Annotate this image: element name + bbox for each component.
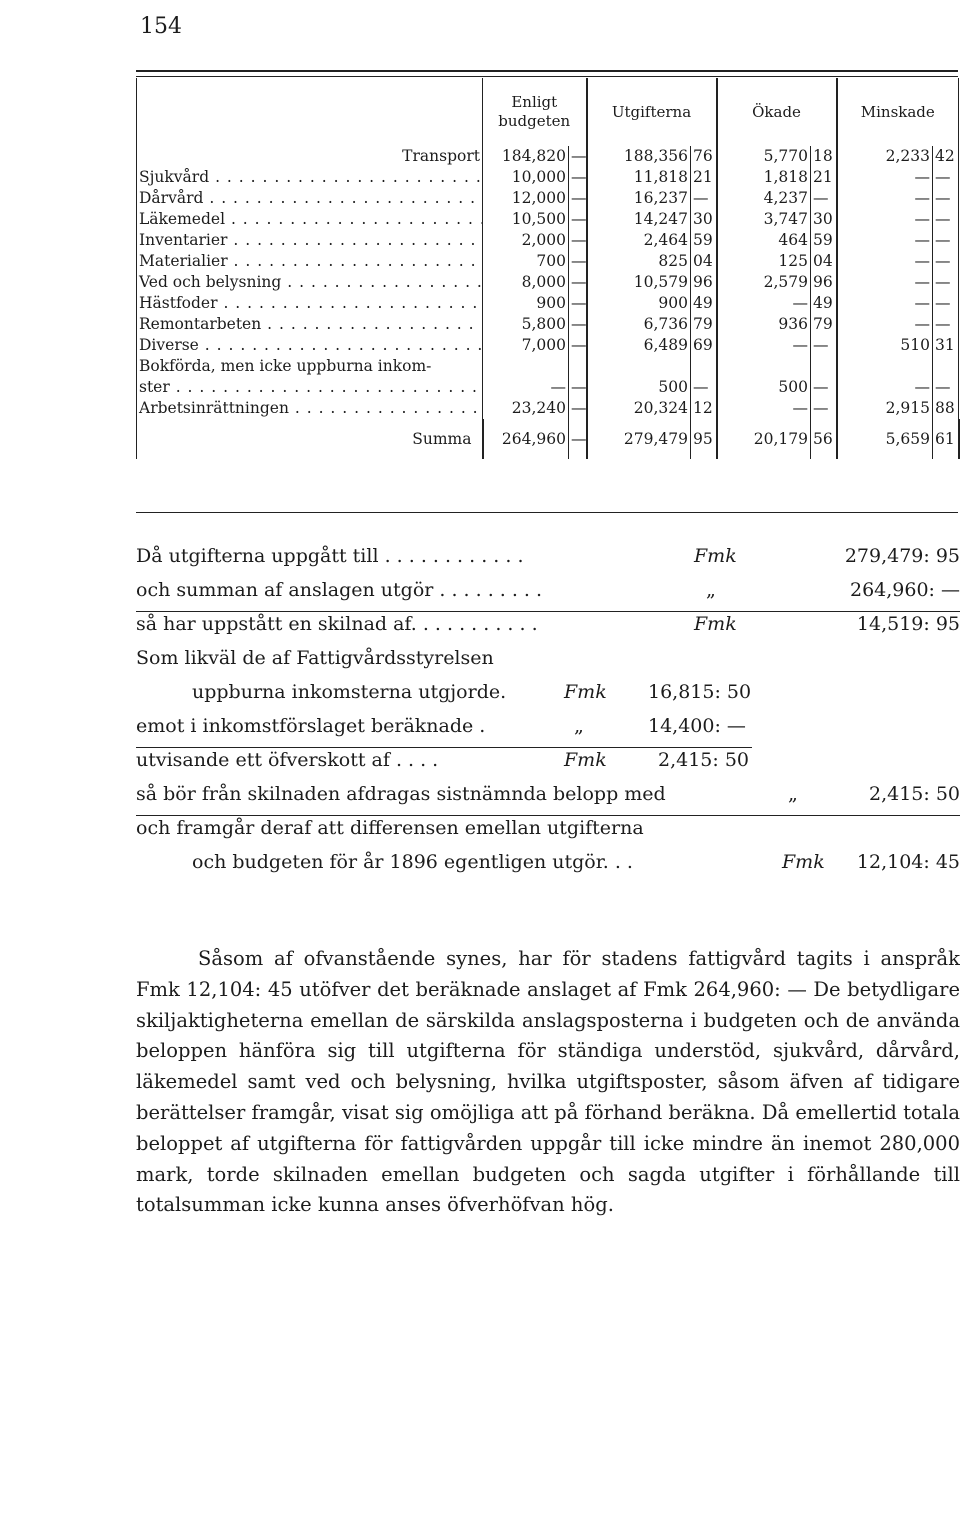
table-row	[137, 293, 959, 314]
cell-budget: 184,820	[483, 146, 569, 167]
table-row	[137, 272, 959, 293]
summary-line	[136, 783, 960, 817]
cell-ok-ore: 56	[811, 419, 837, 459]
cell-budget: 700	[483, 251, 569, 272]
cell-utg-ore: 96	[691, 272, 717, 293]
cell-utg-ore: 59	[691, 230, 717, 251]
cell-utg-ore: 79	[691, 314, 717, 335]
cell-budget: 10,500	[483, 209, 569, 230]
header-label-col	[137, 78, 483, 146]
cell-utg-ore: 95	[691, 419, 717, 459]
arbets-label-text: Arbetsinrättningen	[139, 399, 289, 417]
transport-label: Transport	[137, 146, 483, 167]
row-label	[137, 314, 483, 335]
cell-ok-ore: 04	[811, 251, 837, 272]
cell-ok-ore: 49	[811, 293, 837, 314]
cell-utg: 279,479	[587, 419, 691, 459]
row-label-text: Läkemedel	[139, 210, 226, 228]
cell-min-ore: —	[933, 230, 959, 251]
cell-budget: 264,960	[483, 419, 569, 459]
table-row	[137, 314, 959, 335]
summary-block	[136, 545, 960, 885]
cell-min: 510	[837, 335, 933, 356]
table-row	[137, 230, 959, 251]
cell-utg-ore: —	[691, 377, 717, 398]
cell-ok-ore: —	[811, 335, 837, 356]
summa-label: Summa	[137, 419, 483, 459]
row-label-text: Diverse	[139, 336, 199, 354]
summary-line	[136, 579, 960, 613]
cell-budget: 8,000	[483, 272, 569, 293]
cell-budget: 12,000	[483, 188, 569, 209]
cell-min-ore: 31	[933, 335, 959, 356]
cell-budget-ore: —	[569, 293, 587, 314]
summary-line	[136, 817, 960, 851]
cell-utg-ore: 76	[691, 146, 717, 167]
row-label-text: Materialier	[139, 252, 228, 270]
cell-ok: 3,747	[717, 209, 811, 230]
table-row-bokforda-2	[137, 377, 959, 398]
cell-min: 2,915	[837, 398, 933, 419]
summary-text: och framgår deraf att differensen emellan utgifterna	[136, 817, 644, 839]
row-label-text: Remontarbeten	[139, 315, 262, 333]
cell-min-ore: 42	[933, 146, 959, 167]
cell-budget-ore: —	[569, 209, 587, 230]
cell-ok: 500	[717, 377, 811, 398]
table-row-transport	[137, 146, 959, 167]
cell-utg-ore: —	[691, 188, 717, 209]
table-row-arbets	[137, 398, 959, 419]
cell-budget: 23,240	[483, 398, 569, 419]
summary-line	[136, 545, 960, 579]
table-row-summa	[137, 419, 959, 459]
cell-ok: 125	[717, 251, 811, 272]
bokforda-label-line1: Bokförda, men icke uppburna inkom-	[137, 356, 483, 377]
row-label-text: Sjukvård	[139, 168, 210, 186]
row-label	[137, 209, 483, 230]
cell-min: —	[837, 272, 933, 293]
cell-ok-ore: 79	[811, 314, 837, 335]
cell-budget-ore: —	[569, 146, 587, 167]
cell-budget: 5,800	[483, 314, 569, 335]
header-okade-text: Ökade	[752, 102, 801, 121]
table-bottom-rule	[136, 512, 958, 513]
header-budget-line1: Enligt	[511, 93, 558, 111]
cell-utg-ore: 69	[691, 335, 717, 356]
summary-amount: 14,400: —	[648, 715, 746, 737]
summary-unit: „	[574, 715, 584, 737]
summary-amount: 264,960: —	[849, 579, 960, 601]
table-row	[137, 335, 959, 356]
cell-utg: 2,464	[587, 230, 691, 251]
cell-budget-ore: —	[569, 335, 587, 356]
table-header	[137, 78, 959, 146]
cell-min: 2,233	[837, 146, 933, 167]
cell-min: —	[837, 251, 933, 272]
header-okade	[717, 78, 837, 146]
cell-ok-ore: —	[811, 377, 837, 398]
cell-ok-ore: —	[811, 188, 837, 209]
summary-text: utvisande ett öfverskott af . . . .	[136, 749, 439, 771]
paragraph-text: Såsom af ofvanstående synes, har för stadens fattigvård tagits i anspråk Fmk 12,104: 45 utöfver det beräknade anslaget af Fmk 264,960: — De betydligare skiljaktigheterna emellan de särskilda anslagsposterna i budgeten och de använda beloppen hänföra sig till utgifterna för ständiga understöd, sjukvård, dårvård, läkemedel samt ved och belysning, hvilka utgiftsposter, såsom äfven af tidigare berättelser framgår, visat sig omöjliga att på förhand beräkna. Då emellertid totala beloppet af utgifterna för fattigvården uppgår till icke mindre än inemot 280,000 mark, torde skilnaden emellan budgeten och sagda utgifter i förhållande till totalsumman icke kunna anses öfverhöfvan hög.	[136, 947, 960, 1217]
cell-min: —	[837, 377, 933, 398]
cell-min-ore: —	[933, 209, 959, 230]
cell-ok: —	[717, 293, 811, 314]
cell-budget-ore: —	[569, 251, 587, 272]
bokforda-label-line2: ster	[139, 378, 170, 396]
cell-utg: 16,237	[587, 188, 691, 209]
summary-line	[136, 647, 960, 681]
summary-text: och budgeten för år 1896 egentligen utgör. . .	[192, 851, 633, 873]
cell-ok: —	[717, 398, 811, 419]
header-budget	[483, 78, 587, 146]
cell-ok-ore: 21	[811, 167, 837, 188]
summary-text: Då utgifterna uppgått till . . . . . . . . . . . .	[136, 545, 524, 567]
row-label	[137, 167, 483, 188]
body-paragraph	[136, 944, 960, 1221]
table-row	[137, 188, 959, 209]
summary-text: och summan af anslagen utgör . . . . . . . . .	[136, 579, 543, 601]
cell-min-ore: —	[933, 314, 959, 335]
cell-utg: 6,489	[587, 335, 691, 356]
row-label	[137, 272, 483, 293]
summary-unit: Fmk	[694, 613, 737, 635]
row-label-text: Inventarier	[139, 231, 228, 249]
cell-ok-ore: 96	[811, 272, 837, 293]
cell-budget-ore: —	[569, 314, 587, 335]
cell-min-ore: 61	[933, 419, 959, 459]
summary-text: uppburna inkomsterna utgjorde.	[192, 681, 507, 703]
cell-utg-ore: 30	[691, 209, 717, 230]
cell-budget-ore: —	[569, 419, 587, 459]
cell-budget: 10,000	[483, 167, 569, 188]
cell-ok-ore: 30	[811, 209, 837, 230]
table-row	[137, 209, 959, 230]
summary-line	[136, 715, 960, 749]
row-label-text: Ved och belysning	[139, 273, 282, 291]
cell-min-ore: —	[933, 293, 959, 314]
cell-min: —	[837, 209, 933, 230]
cell-budget-ore: —	[569, 398, 587, 419]
summary-amount: 279,479: 95	[844, 545, 960, 567]
summary-unit: „	[788, 783, 798, 805]
summary-line	[136, 681, 960, 715]
cell-utg-ore: 21	[691, 167, 717, 188]
row-label	[137, 293, 483, 314]
summary-amount: 16,815: 50	[648, 681, 752, 703]
row-label-text: Dårvård	[139, 189, 204, 207]
summary-unit: Fmk	[564, 749, 607, 771]
summary-unit: „	[706, 579, 716, 601]
cell-min-ore: —	[933, 251, 959, 272]
cell-ok: 2,579	[717, 272, 811, 293]
cell-utg: 10,579	[587, 272, 691, 293]
cell-ok-ore: —	[811, 398, 837, 419]
header-minskade	[837, 78, 959, 146]
cell-budget-ore: —	[569, 272, 587, 293]
arbets-label	[137, 398, 483, 419]
table-row	[137, 251, 959, 272]
cell-utg: 11,818	[587, 167, 691, 188]
cell-ok: 936	[717, 314, 811, 335]
summary-text: så bör från skilnaden afdragas sistnämnda belopp med	[136, 783, 666, 805]
cell-min: —	[837, 293, 933, 314]
cell-budget-ore: —	[569, 188, 587, 209]
cell-budget: 900	[483, 293, 569, 314]
cell-utg-ore: 49	[691, 293, 717, 314]
top-rule	[136, 70, 958, 72]
row-label	[137, 230, 483, 251]
summary-line	[136, 749, 960, 783]
header-minskade-text: Minskade	[860, 102, 935, 121]
table-body	[137, 167, 959, 356]
page-number: 154	[140, 14, 182, 39]
cell-utg: 825	[587, 251, 691, 272]
budget-table	[136, 78, 960, 459]
cell-ok-ore: 59	[811, 230, 837, 251]
cell-ok: 1,818	[717, 167, 811, 188]
cell-ok-ore: 18	[811, 146, 837, 167]
cell-min-ore: —	[933, 377, 959, 398]
cell-budget: 2,000	[483, 230, 569, 251]
cell-utg: 500	[587, 377, 691, 398]
cell-utg: 900	[587, 293, 691, 314]
row-label	[137, 251, 483, 272]
table-row	[137, 167, 959, 188]
summary-amount: 2,415: 50	[868, 783, 960, 805]
summary-amount: 12,104: 45	[856, 851, 960, 873]
bokforda-label	[137, 377, 483, 398]
cell-min: 5,659	[837, 419, 933, 459]
cell-utg: 188,356	[587, 146, 691, 167]
summary-text: så har uppstått en skilnad af. . . . . . . . . . .	[136, 613, 538, 635]
cell-utg: 14,247	[587, 209, 691, 230]
cell-ok: 464	[717, 230, 811, 251]
summary-line	[136, 613, 960, 647]
summary-amount: 14,519: 95	[856, 613, 960, 635]
cell-min: —	[837, 314, 933, 335]
cell-ok: 20,179	[717, 419, 811, 459]
header-utgifterna-text: Utgifterna	[611, 102, 692, 121]
summary-unit: Fmk	[694, 545, 737, 567]
table-row-bokforda-1	[137, 356, 959, 377]
cell-min: —	[837, 230, 933, 251]
cell-ok: 4,237	[717, 188, 811, 209]
cell-min: —	[837, 167, 933, 188]
cell-utg-ore: 04	[691, 251, 717, 272]
row-label	[137, 335, 483, 356]
cell-budget: 7,000	[483, 335, 569, 356]
cell-budget-ore: —	[569, 377, 587, 398]
cell-min-ore: 88	[933, 398, 959, 419]
cell-min-ore: —	[933, 188, 959, 209]
cell-utg: 6,736	[587, 314, 691, 335]
summary-amount: 2,415: 50	[658, 749, 750, 771]
cell-min: —	[837, 188, 933, 209]
cell-budget-ore: —	[569, 167, 587, 188]
cell-ok: —	[717, 335, 811, 356]
cell-min-ore: —	[933, 272, 959, 293]
summary-unit: Fmk	[782, 851, 825, 873]
row-label-text: Hästfoder	[139, 294, 218, 312]
header-utgifterna	[587, 78, 717, 146]
row-label	[137, 188, 483, 209]
summary-line	[136, 851, 960, 885]
cell-min-ore: —	[933, 167, 959, 188]
cell-budget: —	[483, 377, 569, 398]
header-budget-line2: budgeten	[498, 112, 571, 130]
top-rule-thin	[136, 76, 958, 77]
cell-utg: 20,324	[587, 398, 691, 419]
cell-utg-ore: 12	[691, 398, 717, 419]
summary-unit: Fmk	[564, 681, 607, 703]
summary-text: emot i inkomstförslaget beräknade .	[136, 715, 486, 737]
cell-budget-ore: —	[569, 230, 587, 251]
summary-text: Som likväl de af Fattigvårdsstyrelsen	[136, 647, 494, 669]
cell-ok: 5,770	[717, 146, 811, 167]
